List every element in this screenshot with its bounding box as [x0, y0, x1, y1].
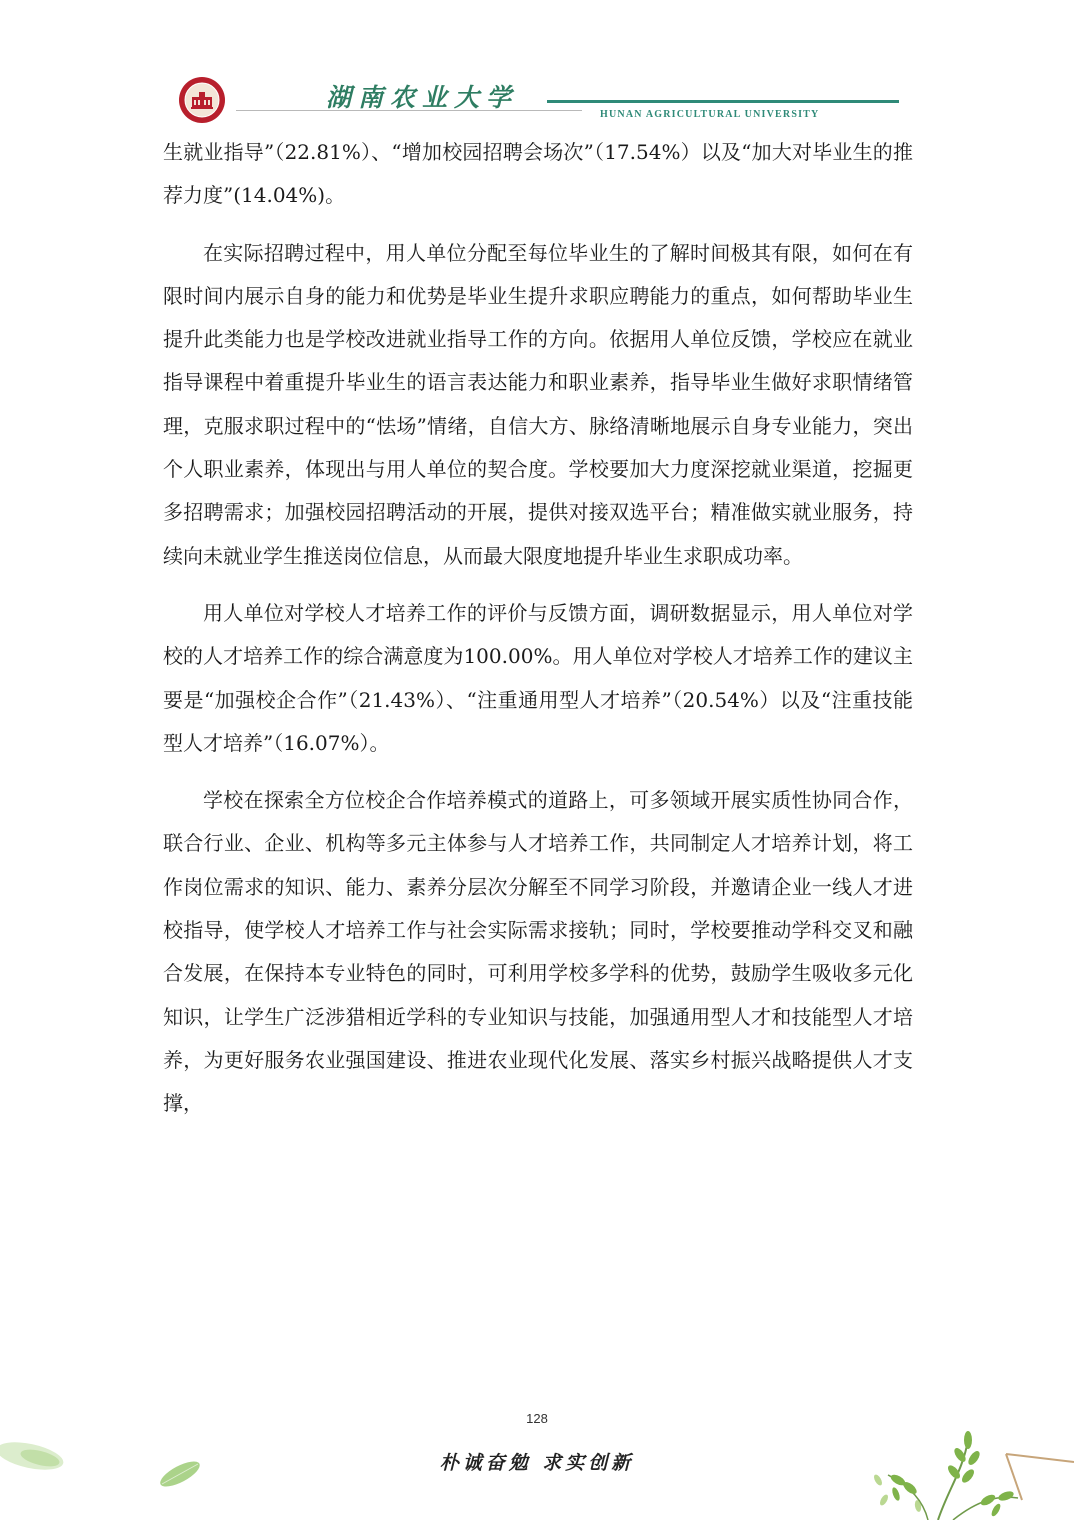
- page-number: 128: [526, 1411, 548, 1426]
- page-header: [0, 0, 1074, 130]
- header-teal-rule: [547, 100, 899, 103]
- footer-motto: 朴诚奋勉 求实创新: [439, 1452, 635, 1474]
- paragraph-1: 生就业指导”（22.81%）、“增加校园招聘会场次”（17.54%）以及“加大对毕业生的推荐力度”(14.04%)。: [163, 140, 913, 208]
- paragraph-3: 用人单位对学校人才培养工作的评价与反馈方面，调研数据显示，用人单位对学校的人才培养工作的综合满意度为100.00%。用人单位对学校人才培养工作的建议主要是“加强校企合作”（21.43%）、“注重通用型人才培养”（20.54%）以及“注重技能型人才培养”（16.07%）。: [163, 600, 913, 755]
- university-name-en: HUNAN AGRICULTURAL UNIVERSITY: [600, 109, 820, 120]
- plant-decoration-right: [868, 1400, 1074, 1520]
- university-logo: [178, 76, 226, 124]
- body-text: [163, 131, 913, 1140]
- paragraph-4: 学校在探索全方位校企合作培养模式的道路上，可多领域开展实质性协同合作，联合行业、企业、机构等多元主体参与人才培养工作，共同制定人才培养计划，将工作岗位需求的知识、能力、素养分层次分解至不同学习阶段，并邀请企业一线人才进校指导，使学校人才培养工作与社会实际需求接轨；同时，学校要推动学科交叉和融合发展，在保持本专业特色的同时，可利用学校多学科的优势，鼓励学生吸收多元化知识，让学生广泛涉猎相近学科的专业知识与技能，加强通用型人才和技能型人才培养，为更好服务农业强国建设、推进农业现代化发展、落实乡村振兴战略提供人才支撑，: [163, 788, 913, 1116]
- leaf-decoration-left: [0, 1434, 210, 1494]
- paragraph-2: 在实际招聘过程中，用人单位分配至每位毕业生的了解时间极其有限，如何在有限时间内展示自身的能力和优势是毕业生提升求职应聘能力的重点，如何帮助毕业生提升此类能力也是学校改进就业指导工作的方向。依据用人单位反馈，学校应在就业指导课程中着重提升毕业生的语言表达能力和职业素养，指导毕业生做好求职情绪管理，克服求职过程中的“怯场”情绪，自信大方、脉络清晰地展示自身专业能力，突出个人职业素养，体现出与用人单位的契合度。学校要加大力度深挖就业渠道，挖掘更多招聘需求；加强校园招聘活动的开展，提供对接双选平台；精准做实就业服务，持续向未就业学生推送岗位信息，从而最大限度地提升毕业生求职成功率。: [163, 240, 913, 568]
- university-name-cn: 湖南农业大学: [326, 83, 519, 112]
